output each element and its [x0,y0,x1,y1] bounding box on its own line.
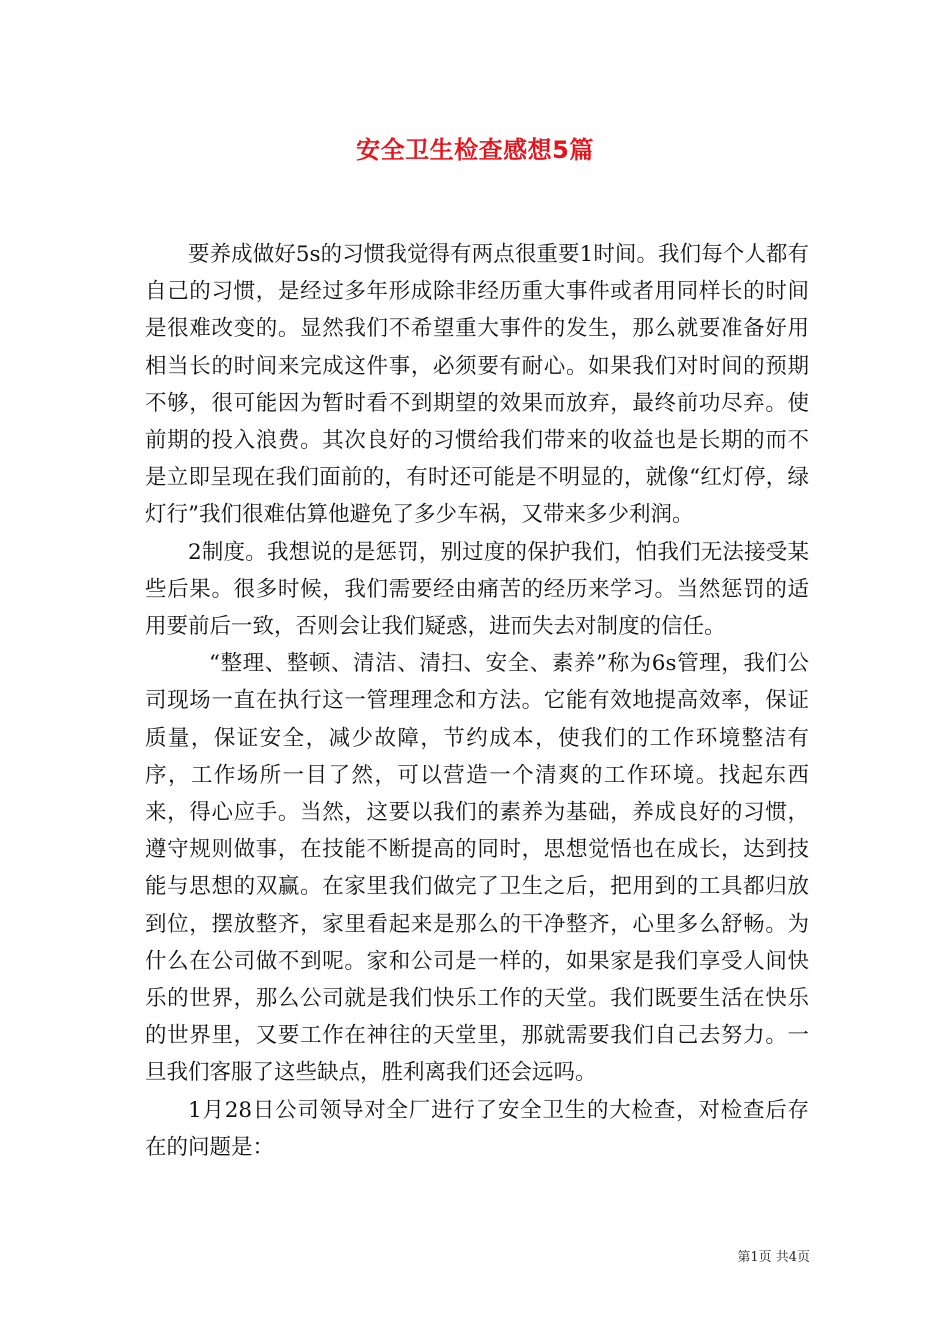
paragraph-3: “整理、整顿、清洁、清扫、安全、素养”称为6s管理，我们公司现场一直在执行这一管理理念和方法。它能有效地提高效率，保证质量，保证安全，减少故障，节约成本，使我们的工作环境整洁有序，工作场所一目了然，可以营造一个清爽的工作环境。找起东西来，得心应手。当然，这要以我们的素养为基础，养成良好的习惯，遵守规则做事，在技能不断提高的同时，思想觉悟也在成长，达到技能与思想的双赢。在家里我们做完了卫生之后，把用到的工具都归放到位，摆放整齐，家里看起来是那么的干净整齐，心里多么舒畅。为什么在公司做不到呢。家和公司是一样的，如果家是我们享受人间快乐的世界，那么公司就是我们快乐工作的天堂。我们既要生活在快乐的世界里，又要工作在神往的天堂里，那就需要我们自己去努力。一旦我们客服了这些缺点，胜利离我们还会远吗。 [145,651,809,1086]
paragraph-1: 要养成做好5s的习惯我觉得有两点很重要1时间。我们每个人都有自己的习惯，是经过多年形成除非经历重大事件或者用同样长的时间是很难改变的。显然我们不希望重大事件的发生，那么就要准备好用相当长的时间来完成这件事，必须要有耐心。如果我们对时间的预期不够，很可能因为暂时看不到期望的效果而放弃，最终前功尽弃。使前期的投入浪费。其次良好的习惯给我们带来的收益也是长期的而不是立即呈现在我们面前的，有时还可能是不明显的，就像“红灯停，绿灯行”我们很难估算他避免了多少车祸，又带来多少利润。 [145,242,809,528]
paragraph-4: 1月28日公司领导对全厂进行了安全卫生的大检查，对检查后存在的问题是： [145,1097,809,1160]
document-body [145,236,809,1166]
document-title: 安全卫生检查感想5篇 [356,136,594,164]
paragraph-2: 2制度。我想说的是惩罚，别过度的保护我们，怕我们无法接受某些后果。很多时候，我们需要经由痛苦的经历来学习。当然惩罚的适用要前后一致，否则会让我们疑惑，进而失去对制度的信任。 [145,539,809,640]
page-number-footer: 第1页 共4页 [737,1250,810,1265]
